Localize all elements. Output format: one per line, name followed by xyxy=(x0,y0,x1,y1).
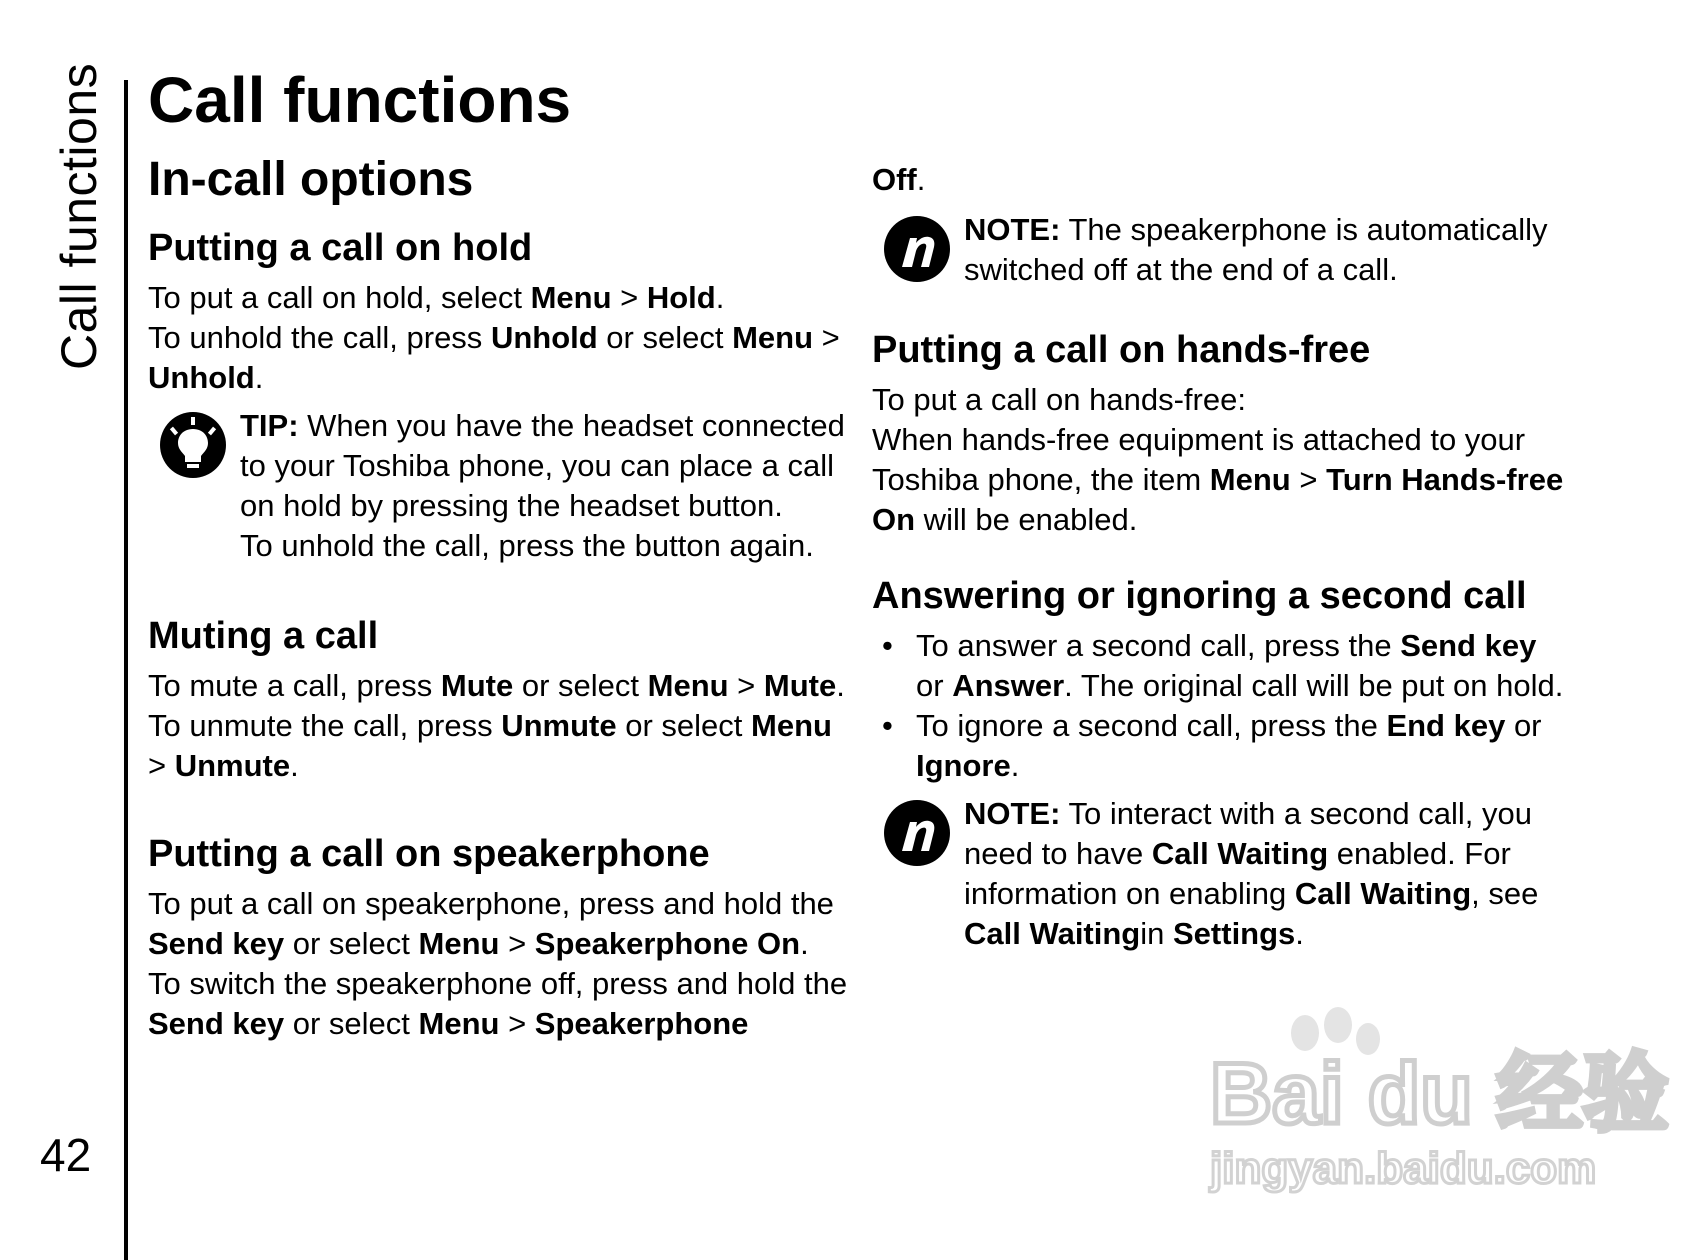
heading-hold: Putting a call on hold xyxy=(148,227,533,269)
note-callout-speakerphone xyxy=(872,210,1572,290)
list-item: • To ignore a second call, press the End key or Ignore. xyxy=(882,708,1542,783)
heading-mute: Muting a call xyxy=(148,615,379,657)
note-callout-second-call xyxy=(872,794,1572,954)
tip-callout xyxy=(148,406,848,566)
handsfree-paragraph-1: To put a call on hands-free: xyxy=(872,382,1246,417)
tip-text-2: To unhold the call, press the button again. xyxy=(240,528,814,563)
bullet-dot: • xyxy=(882,708,893,743)
left-column xyxy=(148,150,848,1044)
page-number: 42 xyxy=(40,1129,92,1181)
speaker-paragraph-2: To switch the speakerphone off, press and hold the Send key or select Menu > Speakerphone xyxy=(148,966,848,1041)
speaker-paragraph-1: To put a call on speakerphone, press and hold the Send key or select Menu > Speakerphone On. xyxy=(148,886,834,961)
right-column xyxy=(872,160,1572,954)
heading-hands-free: Putting a call on hands-free xyxy=(872,329,1371,371)
baidu-watermark xyxy=(1210,1005,1669,1195)
hold-paragraph-2: To unhold the call, press Unhold or select Menu > Unhold. xyxy=(148,320,840,395)
watermark-url: jingyan.baidu.com xyxy=(1210,1144,1597,1193)
mute-paragraph-2: To unmute the call, press Unmute or select Menu > Unmute. xyxy=(148,708,832,783)
tip-text: TIP: When you have the headset connected to your Toshiba phone, you can place a call on hold by pressing the headset button. xyxy=(240,408,845,523)
hold-paragraph-1: To put a call on hold, select Menu > Hold. xyxy=(148,280,725,315)
list-item: • To answer a second call, press the Send key or Answer. The original call will be put on hold. xyxy=(882,628,1564,703)
page-title: Call functions xyxy=(148,64,572,136)
note-icon xyxy=(882,798,952,868)
handsfree-paragraph-2: When hands-free equipment is attached to your Toshiba phone, the item Menu > Turn Hands-free On will be enabled. xyxy=(872,422,1564,537)
note-text-speakerphone: NOTE: The speakerphone is automatically switched off at the end of a call. xyxy=(964,212,1548,287)
note-text-second-call: NOTE: To interact with a second call, you need to have Call Waiting enabled. For information on enabling Call Waiting, see Call Waitingin Settings. xyxy=(964,796,1539,951)
note-icon xyxy=(882,214,952,284)
speaker-paragraph-2-continued: Off. xyxy=(872,162,926,197)
bullet-dot: • xyxy=(882,628,893,663)
heading-second-call: Answering or ignoring a second call xyxy=(872,575,1527,617)
mute-paragraph-1: To mute a call, press Mute or select Menu > Mute. xyxy=(148,668,845,703)
lightbulb-icon xyxy=(158,410,228,480)
side-title: Call functions xyxy=(51,62,107,370)
second-call-list xyxy=(872,626,1572,786)
watermark-brand: Bai du 经验 xyxy=(1210,1046,1669,1142)
heading-speakerphone: Putting a call on speakerphone xyxy=(148,833,710,875)
section-heading-in-call-options: In-call options xyxy=(148,153,474,206)
margin-divider xyxy=(124,80,128,1260)
